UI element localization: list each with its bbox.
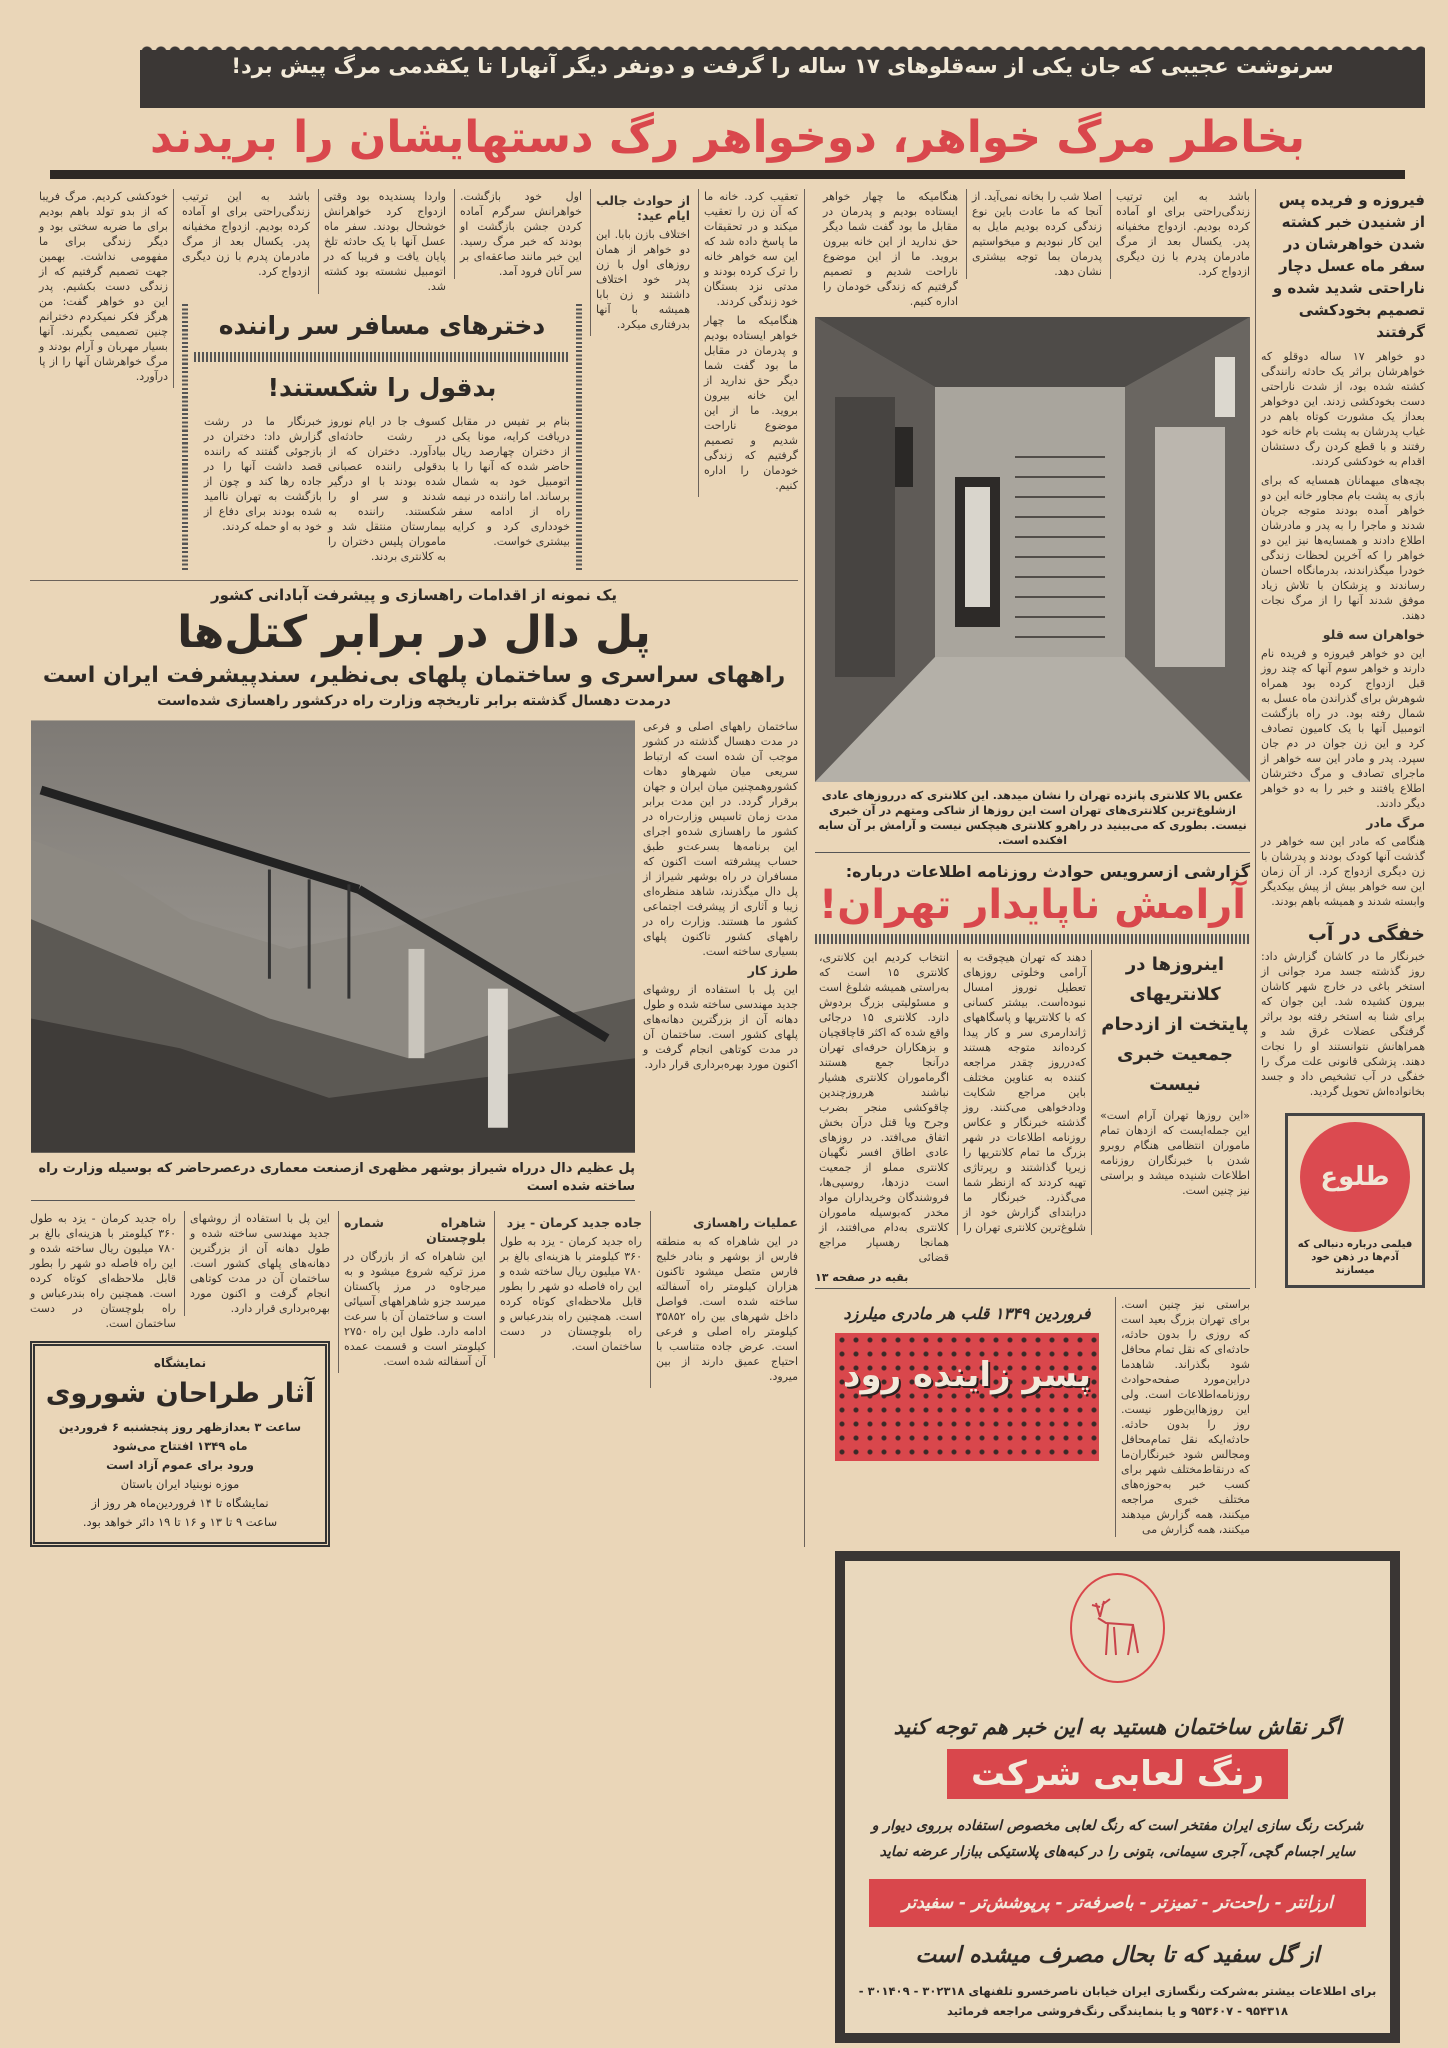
text-column: باشد به این ترتیب زندگی‌راحتی برای او آماده کرده بودیم. ازدواج مخفیانه پدر. یکسال بعد از مرگ مادرمان پدرم با زن دیگری ازدواج کرد. bbox=[1110, 189, 1250, 279]
lead-headline: فیروزه و فریده پس از شنیدن خبر کشته شدن خواهرشان در سفر ماه عسل دچار ناراحتی شدید شده و تصمیم بخودکشی گرفتند bbox=[1272, 191, 1425, 341]
paint-ad-slogan: ارزانتر - راحت‌تر - تمیزتر - باصرفه‌تر - پرپوشش‌تر - سفیدتر bbox=[902, 1893, 1333, 1913]
text-column bbox=[39, 189, 174, 388]
right-region bbox=[815, 189, 1425, 2043]
paint-ad-contact: برای اطلاعات بیشتر به‌شرکت رنگسازی ایران خیابان ناصرخسرو تلفنهای ۳۰۲۳۱۸ - ۳۰۱۴۰۹ - ۹۵۴۳۱۸ - ۹۵۳۶۰۷ و یا بنمایندگی رنگ‌فروشی مراجعه فرمائید bbox=[858, 1984, 1377, 2018]
text-column: واردا پسندیده بود وقتی ازدواج کرد خواهرانش خوشحال بودند. سفر ماه عسل آنها با یک حادثه تلخ پایان یافت و فریبا که در اتومبیل نشسته بود کشته شد. bbox=[318, 189, 446, 294]
tehran-headline: آرامش ناپایدار تهران! bbox=[819, 882, 1246, 928]
bridge-col bbox=[650, 1211, 798, 1388]
tehran-right-col: براستی نیز چنین است. برای تهران بزرگ بعید است که روزی را بدون حادثه، حادثه‌ای که نقل تمام محافل شود بگذراند. شاهدما دراین‌مورد صفحه‌حوادث روزنامه‌اطلاعات است. ولی این روزهااین‌طور نیست. روز را بدون حادثه. حادثه‌ایکه نقل تمام‌محافل ومجالس شود خبرنگاران‌ما که درنقاط‌مختلف شهر برای کسب خبر به‌حوزه‌های مختلف خبری مراجعه میکنند، همه گزارش میدهند میکنند، همه گزارش می bbox=[1115, 1297, 1250, 1537]
top-left-row bbox=[30, 189, 798, 572]
paint-ad-compare: از گل سفید که تا بحال مصرف میشده است bbox=[915, 1943, 1320, 1968]
bridge-caption: پل عظیم دال درراه شیراز بوشهر مظهری ازصنعت معماری درعصرحاضر که بوسیله وزارت راه ساخته شده است bbox=[31, 1160, 635, 1201]
exhibition-line: ماه ۱۳۴۹ افتتاح می‌شود bbox=[112, 1439, 248, 1453]
bridge-subhead-small: طرز کار bbox=[747, 963, 798, 978]
bridge-side-col bbox=[643, 719, 798, 1076]
bridge-col: این پل با استفاده از روشهای جدید مهندسی ساخته شده و طول دهانه آن از بزرگترین دهانه‌های پلهای کشور است. ساختمان آن در مدت کوتاهی انجام گرفت و اکنون مورد بهره‌برداری قرار دارد. bbox=[184, 1211, 330, 1316]
bridge-col bbox=[494, 1211, 642, 1358]
text-paragraph: تعقیب کرد. خانه ما که آن زن را تعقیب میکند و در تحقیقات ما پاسخ داده شد که این سه خواهر خانه را ترک کرده بودند و مدتی نزد بستگان خود زندگی کردند. bbox=[704, 190, 798, 308]
exhibition-label: نمایشگاه bbox=[153, 1356, 207, 1370]
hatched-divider bbox=[194, 352, 570, 362]
drowning-body: خبرنگار ما در کاشان گزارش داد: روز گذشته جسد مرد جوانی از استخر باغی در خارج شهر کاشان بیرون کشیده شد. این جوان که برای شنا به استخر رفته بود براثر گرفتگی عضلات غرق شد و همراهانش نتوانستند او را نجات دهند. پزشکی قانونی علت مرگ را خفگی در آب تشخیص داد و جسد بخانواده‌اش تحویل گردید. bbox=[1261, 950, 1425, 1098]
text-paragraph: این شاهراه که از بازرگان در مرز ترکیه شروع میشود و به میرجاوه در مرز پاکستان میرسد جزو شاهراههای آسیائی است و ساختمان آن با سرعت ادامه دارد. طول این راه ۲۷۵۰ کیلومتر است و قسمت عمده آن آسفالته شده است. bbox=[344, 1250, 486, 1368]
girls-columns bbox=[194, 414, 570, 564]
tolu-logo-circle bbox=[1300, 1122, 1410, 1232]
bridge-lower-row bbox=[30, 1211, 798, 1547]
tehran-col: دهند که تهران هیچوقت به آرامی وخلوتی روزهای تعطیل نوروز امسال نبوده‌است. بیشتر کسانی که با کلانتریها و پاسگاههای ژاندارمری سر و کار پیدا کرده‌اند متوجه هستند که‌درروز چقدر مراجعه کننده به عناوین مختلف باین مراجع شکایت ودادخواهی می‌کنند. روز گذشته خبرنگار و عکاس روزنامه اطلاعات در شهر بزرگ ما تمام کلانتریها را زیرپا گذاشتند و رپرتاژی تهیه کردند که ازنظر شما می‌گذرد. خبرنگار ما درابتدای گزارش خود از شلوغ‌ترین کلانتری تهران را bbox=[957, 950, 1092, 1235]
tehran-kicker: گزارشی ازسرویس حوادث روزنامه اطلاعات درباره: bbox=[845, 862, 1250, 881]
girls-title-2: بدقول را شکستند! bbox=[267, 373, 497, 402]
lead-paragraph: دو خواهر ۱۷ ساله دوقلو که خواهرشان براثر یک حادثه رانندگی کشته شده بود، از شدت ناراحتی دست بخودکشی زدند. این دوخواهر بعداز یک مشورت کوتاه باهم در غیاب پدرشان به پشت بام خانه خود رفتند و با قطع کردن رگ دستشان اقدام به خودکشی کردند. bbox=[1261, 350, 1425, 468]
text-paragraph: این پل با استفاده از روشهای جدید مهندسی ساخته شده و طول دهانه آن از بزرگترین دهانه‌های پلهای کشور است. ساختمان آن در مدت کوتاهی انجام گرفت و اکنون مورد بهره‌برداری قرار دارد. bbox=[643, 983, 798, 1071]
police-station-photo bbox=[815, 317, 1250, 782]
paint-ad[interactable] bbox=[835, 1551, 1400, 2043]
deer-logo bbox=[1070, 1573, 1165, 1683]
text-paragraph: هنگامیکه ما چهار خواهر ایستاده بودیم و پدرمان در مقابل ما بود گفت شما دیگر حق ندارید از این خانه بیرون بروید. ما از این موضوع ناراحت شدیم و تصمیم گرفتیم که زندگی خودمان را اداره کنیم. bbox=[704, 314, 798, 492]
hatched-bar bbox=[815, 934, 1250, 944]
middle-column bbox=[815, 189, 1250, 1537]
tehran-side-title: اینروزها در کلانتریهای پایتخت از ازدحام جمعیت خبری نیست bbox=[1101, 954, 1249, 1095]
above-box-columns bbox=[182, 189, 582, 294]
girls-story-box bbox=[182, 302, 582, 572]
farvardin-ad-title: پسر زاینده رود bbox=[843, 1355, 1091, 1395]
farvardin-ad-top: فروردین ۱۳۴۹ قلب هر مادری میلرزد bbox=[843, 1304, 1091, 1323]
farvardin-row bbox=[815, 1297, 1250, 1537]
section-rule bbox=[30, 580, 798, 581]
girls-col: خبرنگار ما در رشت گزارش داد: دختران در بازجوئی گفتند که راننده قصد داشت آنها را در جاده رها کند و چون از بازگشت به تهران ناامید شده بودند برای دفاع از خود به او حمله کردند. bbox=[204, 415, 322, 533]
photo-caption: عکس بالا کلانتری پانزده تهران را نشان میدهد. این کلانتری که درروزهای عادی ازشلوغ‌ترین کلانتری‌های تهران است این روزها از شاکی ومتهم در آن خبری نیست. بطوری که می‌بینید در راهرو کلانتری هیچکس نیست و آرامش بر آن سایه افکنده است. bbox=[815, 788, 1250, 853]
text-column: اول خود بازگشت. خواهرانش سرگرم آماده کردن جشن بازگشت او بودند که خبر مرگ رسید. این خبر مانند صاعقه‌ای بر سر آنان فرود آمد. bbox=[454, 189, 582, 279]
headline-rule bbox=[50, 170, 1405, 179]
newspaper-page bbox=[30, 40, 1425, 2043]
bridge-photo-row bbox=[30, 719, 798, 1201]
lead-subhead: خواهران سه قلو bbox=[1322, 627, 1425, 642]
exhibition-block bbox=[30, 1211, 330, 1547]
top-banner-text: سرنوشت عجیبی که جان یکی از سه‌قلوهای ۱۷ ساله را گرفت و دونفر دیگر آنهارا تا یکقدمی مرگ پیش برد! bbox=[231, 54, 1334, 78]
paint-ad-headline: اگر نقاش ساختمان هستید به این خبر هم توجه کنید bbox=[893, 1715, 1342, 1739]
continued-note: بقیه در صفحه ۱۳ bbox=[815, 1271, 1250, 1289]
tehran-col: انتخاب کردیم این کلانتری، کلانتری ۱۵ است که به‌راستی همیشه شلوغ است و مسئولیتی بزرگ بردوش دارد. کلانتری ۱۵ درجائی واقع شده که اکثر قاچاقچیان و بزهکاران حرفه‌ای تهران درآنجا جمع هستند اگرماموران کلانتری هشیار نباشند هرروزچندین چاقوکشی منجر بضرب وجرح ویا قتل درآن بخش اتفاق می‌افتد. در روزهای عادی اطاق افسر نگهبان کلانتری مملو از جمعیت است دزدها، روسپی‌ها، فروشندگان وخریداران مواد مخدر که‌بوسیله ماموران کلانتری به‌دام می‌افتند، از همانجا رهسپار مراجع قضائی bbox=[819, 951, 950, 1264]
above-photo-columns bbox=[815, 189, 1250, 309]
girls-kicker: از حوادث جالب ایام عید: bbox=[596, 193, 690, 223]
tehran-side-box bbox=[1100, 950, 1250, 1198]
girls-col: بنام بر تفیس در مقابل دریافت کرایه، مونا یکی از دختران چهارصد ریال حاضر شده که آنها را با اتومبیل خود به شمال برساند. اما راننده در نیمه راه از ادامه سفر خودداری کرد و کرایه بیشتری خواست. bbox=[452, 415, 570, 548]
bridge-subhead-small: شاهراه شماره بلوچستان bbox=[344, 1215, 486, 1245]
exhibition-above-columns bbox=[30, 1211, 330, 1331]
bridge-image bbox=[31, 719, 635, 1154]
corridor-image bbox=[815, 317, 1250, 782]
text-column bbox=[590, 189, 690, 336]
bridge-col bbox=[338, 1211, 486, 1373]
bridge-subhead-small: جاده جدید کرمان - یزد bbox=[506, 1215, 642, 1230]
bridge-kicker: یک نمونه از اقدامات راهسازی و پیشرفت آبادانی کشور bbox=[210, 586, 618, 604]
bridge-deck: درمدت دهسال گذشته برابر تاریخچه وزارت راه درکشور راهسازی شده‌است bbox=[157, 693, 671, 709]
lead-paragraph: هنگامی که مادر این سه خواهر در گذشت آنها کودک بودند و پدرشان با زن دیگری ازدواج کرد. از آن زمان این سه خواهر بیش از پیش بیکدیگر وابسته شدند و همیشه باهم بودند. bbox=[1261, 835, 1425, 908]
lead-paragraph: بچه‌های میهمانان همسایه که برای بازی به پشت بام مجاور خانه این دو خواهر آمده بودند متوجه جریان شدند و ماجرا را به پدر و مادرشان اطلاع دادند و همسایه‌ها نیز این دو خواهر را که آخرین لحظات زندگی خودرا میگذراندند، بدرمانگاه احسان رساندند و پزشکان با تلاش زیاد موفق شدند آنها را از مرگ نجات دهند. bbox=[1261, 474, 1425, 622]
right-region-columns bbox=[815, 189, 1425, 1537]
lead-paragraph: این دو خواهر فیروزه و فریده نام دارند و خواهر سوم آنها که چند روز قبل ازدواج کرده بود همراه شوهرش برای گذراندن ماه عسل به شمال رفته بود. در راه بازگشت اتومبیل آنها با یک کامیون تصادف کرد و این زن جوان در دم جان سپرد. پدر و مادر این سه خواهر از ماجرای تصادف و مرگ دخترشان اطلاع یافتند و خبر را به دو خواهر دیگر دادند. bbox=[1261, 647, 1425, 810]
girls-title-1: دخترهای مسافر سر راننده bbox=[218, 311, 546, 340]
text-column: اصلا شب را بخانه نمی‌آید. از آنجا که ما عادت باین نوع زندگی کرده بودیم مایل به این کار نبودیم و میخواستیم پدرمان بما توجه بیشتری نشان دهد. bbox=[966, 189, 1102, 279]
text-column bbox=[698, 189, 798, 497]
text-paragraph: راه جدید کرمان - یزد به طول ۳۶۰ کیلومتر با هزینه‌ای بالغ بر ۷۸۰ میلیون ریال ساخته شده و این راه فاصله دو شهر را بطور قابل ملاحظه‌ای کوتاه کرده است. همچنین راه بندرعباس و راه بلوچستان در دست ساختمان است. bbox=[500, 1235, 642, 1353]
main-headline: بخاطر مرگ خواهر، دوخواهر رگ دستهایشان را بریدند bbox=[150, 112, 1305, 163]
left-region bbox=[30, 189, 805, 1547]
text-column: هنگامیکه ما چهار خواهر ایستاده بودیم و پدرمان در مقابل ما بود گفت شما دیگر حق ندارید از این خانه بیرون بروید. ما از این موضوع ناراحت شدیم و تصمیم گرفتیم که زندگی خودمان را اداره کنیم. bbox=[823, 190, 958, 308]
lead-subhead: مرگ مادر bbox=[1366, 815, 1425, 830]
tolu-tagline: فیلمی درباره دنبالی که آدم‌ها در ذهن خود میسازند bbox=[1297, 1239, 1413, 1276]
text-column: باشد به این ترتیب زندگی‌راحتی برای او آماده کرده بودیم. ازدواج مخفیانه پدر. یکسال بعد از مرگ مادرمان پدرم با زن دیگری ازدواج کرد. bbox=[182, 190, 310, 278]
exhibition-line: ساعت ۳ بعدازظهر روز پنجشنبه ۶ فروردین bbox=[58, 1420, 302, 1434]
text-paragraph: اختلاف بازن بابا. این دو خواهر از همان روزهای اول با زن پدر خود اختلاف داشتند و زن بابا همیشه با آنها بدرفتاری میکرد. bbox=[596, 228, 690, 331]
bridge-subhead: راههای سراسری و ساختمان پلهای بی‌نظیر، سندپیشرفت ایران است bbox=[42, 663, 786, 688]
bridge-headline: پل دال در برابر کتل‌ها bbox=[177, 607, 651, 658]
top-banner bbox=[140, 50, 1425, 108]
bridge-photo-block bbox=[31, 719, 635, 1201]
paint-ad-slogan-bar bbox=[869, 1879, 1366, 1927]
farvardin-ad[interactable] bbox=[827, 1297, 1107, 1469]
tolu-ad[interactable] bbox=[1285, 1113, 1425, 1288]
deer-icon bbox=[1088, 1593, 1148, 1663]
paint-ad-title-bar bbox=[947, 1749, 1288, 1799]
lead-body bbox=[1261, 349, 1425, 913]
bridge-subhead-small: عملیات راهسازی bbox=[693, 1215, 798, 1230]
paint-ad-title: رنگ لعابی شرکت bbox=[970, 1754, 1265, 1794]
bridge-photo bbox=[31, 719, 635, 1154]
paint-ad-body: شرکت رنگ سازی ایران مفتخر است که رنگ لعابی مخصوص استفاده برروی دیوار و سایر اجسام گچی، آجری سیمانی، بتونی را در کبه‌های پلاستیکی ببازار عرضه نماید bbox=[871, 1818, 1364, 1860]
girls-col: کسوف جا در ایام نوروز در رشت حادثه‌ای بیادآورد. دختران که از بدقولی راننده عصبانی شده بودند با او درگیر شدند و سر او را شکستند. راننده به بیمارستان منتقل شد و ماموران پلیس دختران را به کلانتری بردند. bbox=[328, 415, 446, 563]
text-paragraph: خودکشی کردیم. مرگ فریبا که از بدو تولد باهم بودیم برای ما ضربه سختی بود و دیگر زندگی برای ما مفهومی نداشت. بهمین جهت تصمیم گرفتیم که از زندگی دست بکشیم. پدر این دو خواهر گفت: من هرگز فکر نمیکردم دخترانم چنین تصمیمی بگیرند. آنها بسیار مهربان و آرام بودند و مرگ خواهرشان آنها را از پا درآورد. bbox=[39, 190, 168, 383]
bridge-col: راه جدید کرمان - یزد به طول ۳۶۰ کیلومتر با هزینه‌ای بالغ بر ۷۸۰ میلیون ریال ساخته شده و این راه فاصله دو شهر را بطور قابل ملاحظه‌ای کوتاه کرده است. همچنین راه بندرعباس و راه بلوچستان در دست ساختمان است. bbox=[30, 1212, 176, 1330]
tolu-logo: طلوع bbox=[1320, 1162, 1390, 1192]
exhibition-box bbox=[30, 1341, 330, 1547]
text-paragraph: ساختمان راههای اصلی و فرعی در مدت دهسال گذشته در کشور موجب آن شده است که ارتباط سریعی میان شهرهاو دهات کشوروهمچنین میان ایران و جهان برقرار گردد. در این مدت برابر مدت زمان تاسیس وزارت‌راه در کشور ما راهسازی شده‌و اجرای این برنامه‌ها بسرعت‌و طبق حساب پیشرفته است اکنون که مسافران در راه بوشهر شیراز از پل دال میگذرند، شاهد منظره‌ای زیبا و آثاری از پیشرفت اجتماعی کشور ما هستند. وزارت راه در راههای کشور تاکنون پلهای بسیاری ساخته است. bbox=[643, 720, 798, 958]
text-paragraph: در این شاهراه که به منطقه فارس از بوشهر و بنادر خلیج فارس متصل میشود تاکنون هزاران کیلومتر راه آسفالته ساخته شده است. فواصل داخل شهرهای بین راه ۳۵۸۵۲ کیلومتر راه اصلی و فرعی است. عرض جاده متناسب با احتیاج عمیق دارند از بین میرود. bbox=[656, 1235, 798, 1383]
farvardin-ad-panel bbox=[835, 1333, 1099, 1461]
exhibition-title: آثار طراحان شوروی bbox=[45, 1378, 315, 1409]
exhibition-line: موزه نوبنیاد ایران باستان bbox=[120, 1477, 240, 1491]
girls-block bbox=[182, 189, 582, 572]
main-content bbox=[30, 189, 1425, 2043]
drowning-title: خفگی در آب bbox=[1307, 923, 1425, 945]
tehran-side-body: «این روزها تهران آرام است» این جمله‌ایست که ازدهان تمام ماموران انتظامی هنگام روبرو شدن با خبرنگاران روزنامه اطلاعات شنیده میشد و براستی نیز چنین است. bbox=[1100, 1109, 1250, 1197]
exhibition-line: ورود برای عموم آزاد است bbox=[106, 1458, 254, 1472]
exhibition-line: ساعت ۹ تا ۱۳ و ۱۶ تا ۱۹ دائر خواهد بود. bbox=[82, 1515, 278, 1529]
tehran-columns bbox=[815, 950, 1250, 1265]
exhibition-line: نمایشگاه تا ۱۴ فروردین‌ماه هر روز از bbox=[91, 1496, 269, 1510]
lead-column bbox=[1255, 189, 1425, 1288]
